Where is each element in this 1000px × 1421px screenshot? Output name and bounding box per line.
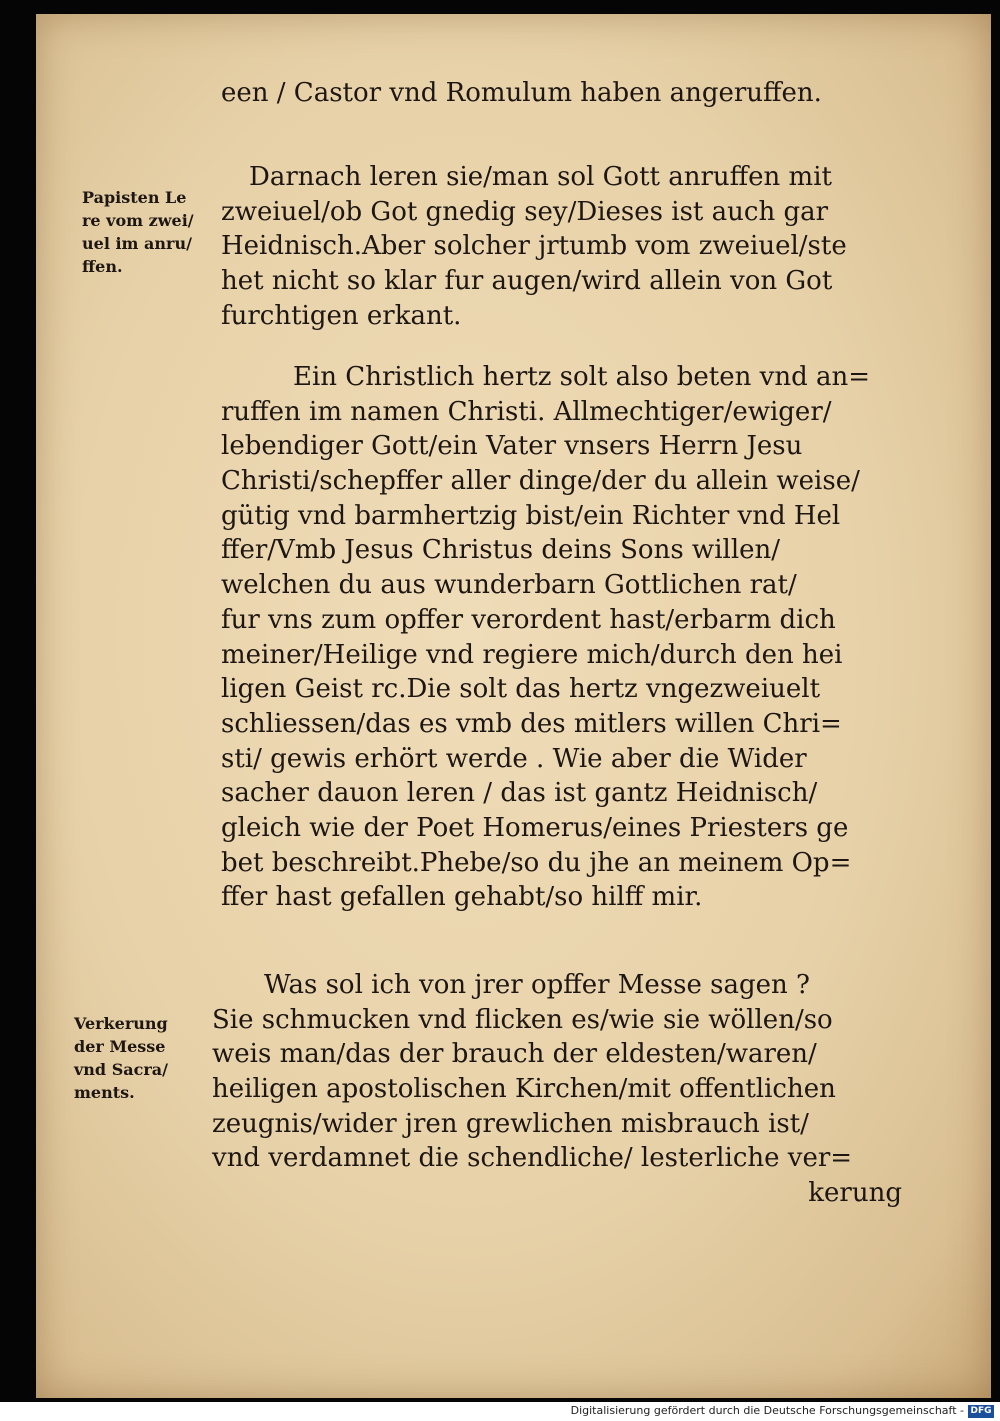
- text-line: welchen du aus wunderbarn Gottlichen rat/: [221, 570, 797, 601]
- text-line: Sie schmucken vnd flicken es/wie sie wöllen/so: [212, 1004, 833, 1035]
- marginal-line: Papisten Le: [82, 188, 187, 207]
- text-line: schliessen/das es vmb des mitlers willen Chri=: [221, 708, 842, 739]
- dfg-logo[interactable]: DFG: [968, 1405, 994, 1418]
- text-line: lebendiger Gott/ein Vater vnsers Herrn Jesu: [221, 431, 803, 462]
- text-line: kerung: [808, 1178, 902, 1209]
- footer-credit: Digitalisierung gefördert durch die Deutsche Forschungsgemeinschaft -: [570, 1404, 964, 1417]
- footer-bar: [0, 1402, 1000, 1421]
- text-line: gütig vnd barmhertzig bist/ein Richter vnd Hel: [221, 500, 841, 531]
- text-line: vnd verdamnet die schendliche/ lesterliche ver=: [212, 1143, 853, 1174]
- text-line: fur vns zum opffer verordent hast/erbarm dich: [221, 604, 836, 635]
- paragraph-3: [221, 360, 921, 915]
- text-line: het nicht so klar fur augen/wird allein von Got: [221, 266, 833, 297]
- text-line: meiner/Heilige vnd regiere mich/durch den hei: [221, 639, 843, 670]
- text-line: ruffen im namen Christi. Allmechtiger/ewiger/: [221, 396, 832, 427]
- marginal-line: vnd Sacra/: [74, 1060, 168, 1079]
- text-line: gleich wie der Poet Homerus/eines Priesters ge: [221, 812, 849, 843]
- text-line: sti/ gewis erhört werde . Wie aber die Wider: [221, 743, 807, 774]
- marginal-line: der Messe: [74, 1037, 166, 1056]
- marginal-line: Verkerung: [74, 1014, 168, 1033]
- text-line: Darnach leren sie/man sol Gott anruffen mit: [249, 162, 832, 192]
- text-line: furchtigen erkant.: [221, 300, 462, 331]
- text-line: zweiuel/ob Got gnedig sey/Dieses ist auch gar: [221, 196, 829, 227]
- marginal-line: ments.: [74, 1083, 135, 1102]
- text-line: zeugnis/wider jren grewlichen misbrauch ist/: [212, 1108, 809, 1139]
- text-line: Heidnisch.Aber solcher jrtumb vom zweiuel/ste: [221, 231, 847, 262]
- paragraph-4: [212, 968, 912, 1211]
- text-line: weis man/das der brauch der eldesten/waren/: [212, 1039, 817, 1070]
- text-line: sacher dauon leren / das ist gantz Heidnisch/: [221, 778, 818, 809]
- marginal-line: uel im anru/: [82, 234, 192, 253]
- marginal-line: re vom zwei/: [82, 211, 194, 230]
- text-line: heiligen apostolischen Kirchen/mit offentlichen: [212, 1074, 836, 1105]
- paragraph-1: [221, 76, 921, 111]
- text-line: een / Castor vnd Romulum haben angeruffen.: [221, 78, 822, 108]
- text-line: ffer/Vmb Jesus Christus deins Sons willen/: [221, 535, 781, 566]
- text-line: ligen Geist rc.Die solt das hertz vngezweiuelt: [221, 674, 821, 705]
- text-line: Ein Christlich hertz solt also beten vnd an=: [293, 362, 871, 392]
- text-line: bet beschreibt.Phebe/so du jhe an meinem Op=: [221, 847, 852, 878]
- book-page: [36, 14, 991, 1398]
- marginal-note-verkerung: [74, 1012, 168, 1104]
- text-line: ffer hast gefallen gehabt/so hilff mir.: [221, 882, 703, 913]
- marginal-line: ffen.: [82, 257, 123, 276]
- text-line: Christi/schepffer aller dinge/der du allein weise/: [221, 466, 860, 497]
- paragraph-2: [221, 160, 921, 333]
- text-line: Was sol ich von jrer opffer Messe sagen ?: [264, 970, 810, 1000]
- marginal-note-papisten: [82, 186, 194, 278]
